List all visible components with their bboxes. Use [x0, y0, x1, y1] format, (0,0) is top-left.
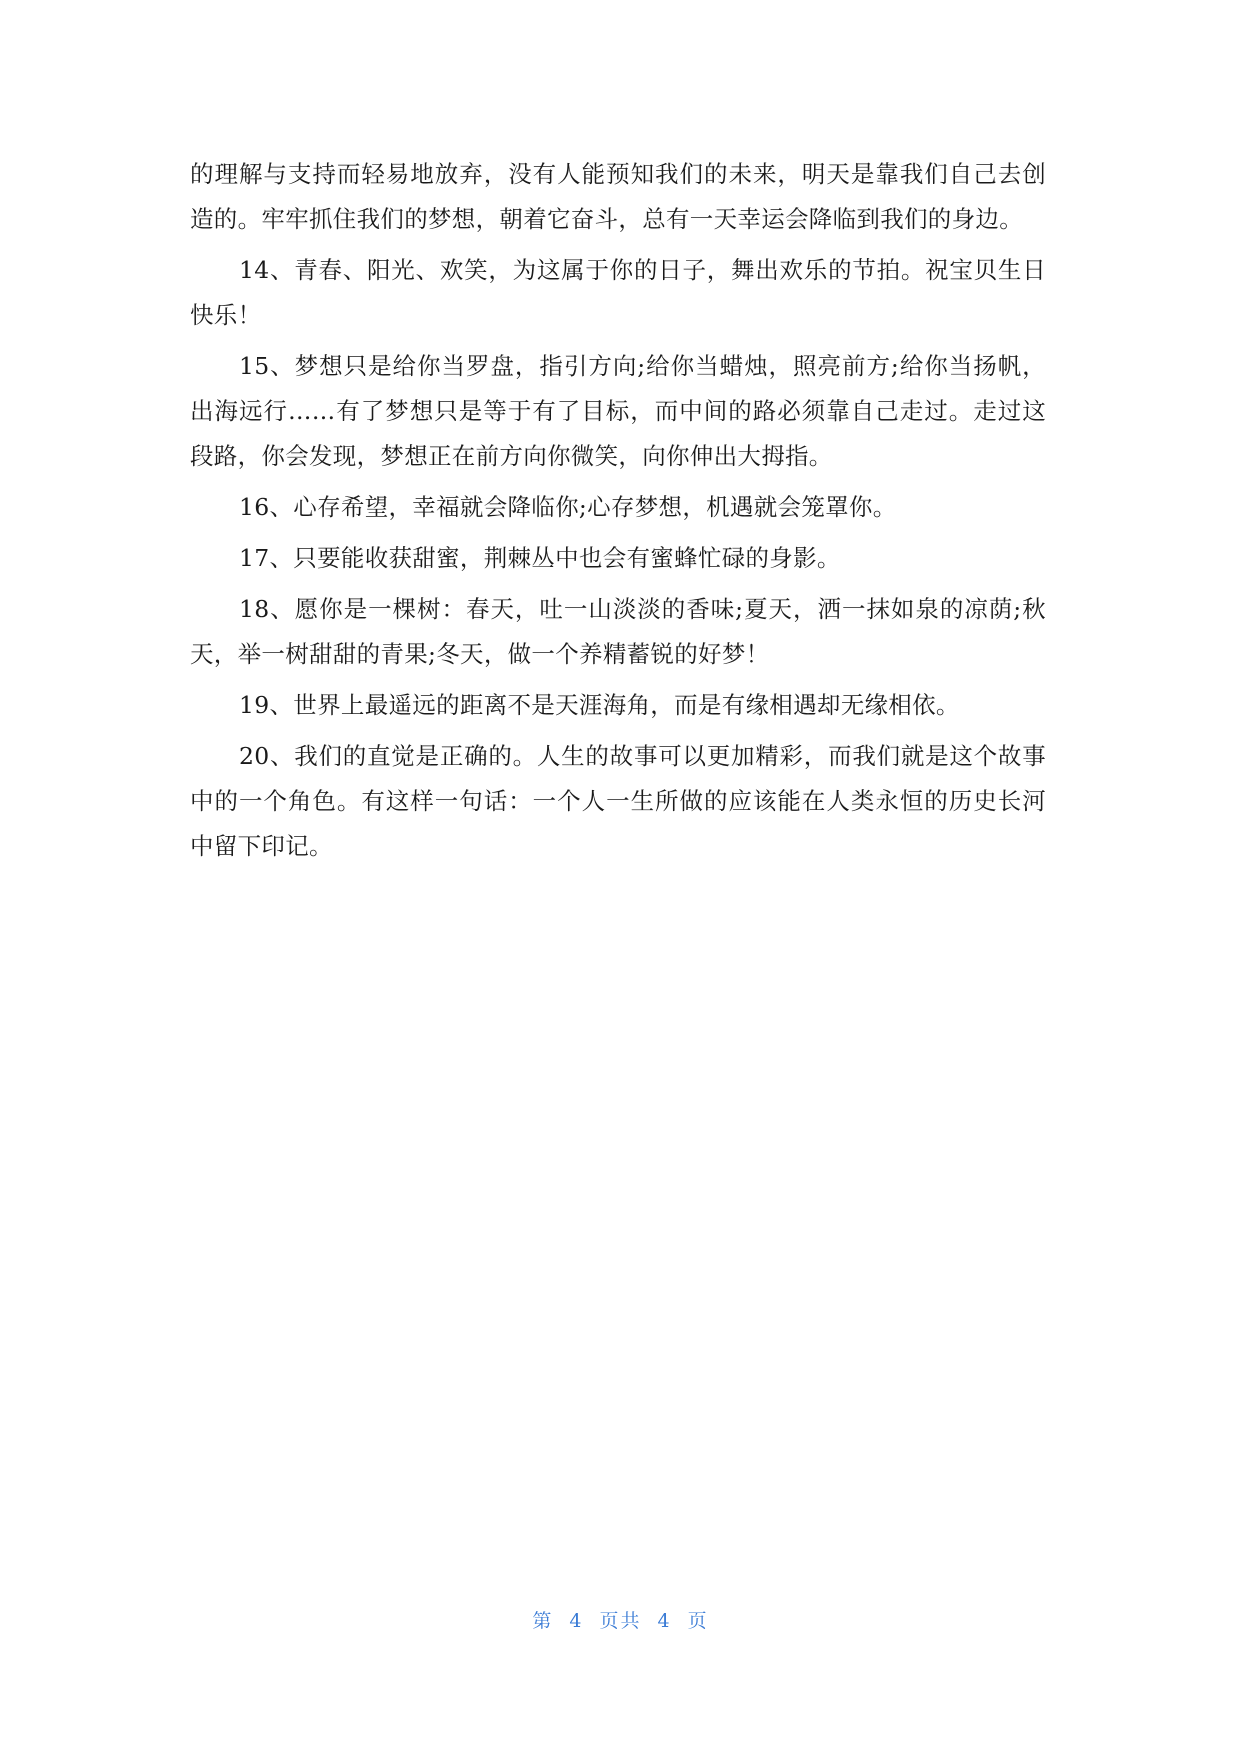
document-body	[190, 152, 1046, 875]
paragraph-16: 16、心存希望，幸福就会降临你;心存梦想，机遇就会笼罩你。	[239, 493, 897, 521]
paragraph-17: 17、只要能收获甜蜜，荆棘丛中也会有蜜蜂忙碌的身影。	[239, 544, 841, 572]
paragraph-18: 18、愿你是一棵树：春天，吐一山淡淡的香味;夏天，洒一抹如泉的凉荫;秋天，举一树甜甜的青果;冬天，做一个养精蓄锐的好梦！	[190, 595, 1046, 668]
paragraph-14: 14、青春、阳光、欢笑，为这属于你的日子，舞出欢乐的节拍。祝宝贝生日快乐！	[190, 256, 1046, 329]
page-footer	[0, 1606, 1241, 1633]
paragraph-15: 15、梦想只是给你当罗盘，指引方向;给你当蜡烛，照亮前方;给你当扬帆，出海远行……有了梦想只是等于有了目标，而中间的路必须靠自己走过。走过这段路，你会发现，梦想正在前方向你微笑，向你伸出大拇指。	[190, 352, 1046, 470]
footer-middle: 页共	[599, 1610, 642, 1632]
paragraph-19: 19、世界上最遥远的距离不是天涯海角，而是有缘相遇却无缘相依。	[239, 691, 960, 719]
footer-total-pages: 4	[657, 1610, 672, 1632]
footer-current-page: 4	[569, 1610, 584, 1632]
footer-prefix: 第	[532, 1610, 554, 1632]
paragraph-20: 20、我们的直觉是正确的。人生的故事可以更加精彩，而我们就是这个故事中的一个角色。有这样一句话：一个人一生所做的应该能在人类永恒的历史长河中留下印记。	[190, 742, 1046, 860]
paragraph-continued: 的理解与支持而轻易地放弃，没有人能预知我们的未来，明天是靠我们自己去创造的。牢牢抓住我们的梦想，朝着它奋斗，总有一天幸运会降临到我们的身边。	[190, 160, 1046, 233]
footer-suffix: 页	[687, 1610, 709, 1632]
